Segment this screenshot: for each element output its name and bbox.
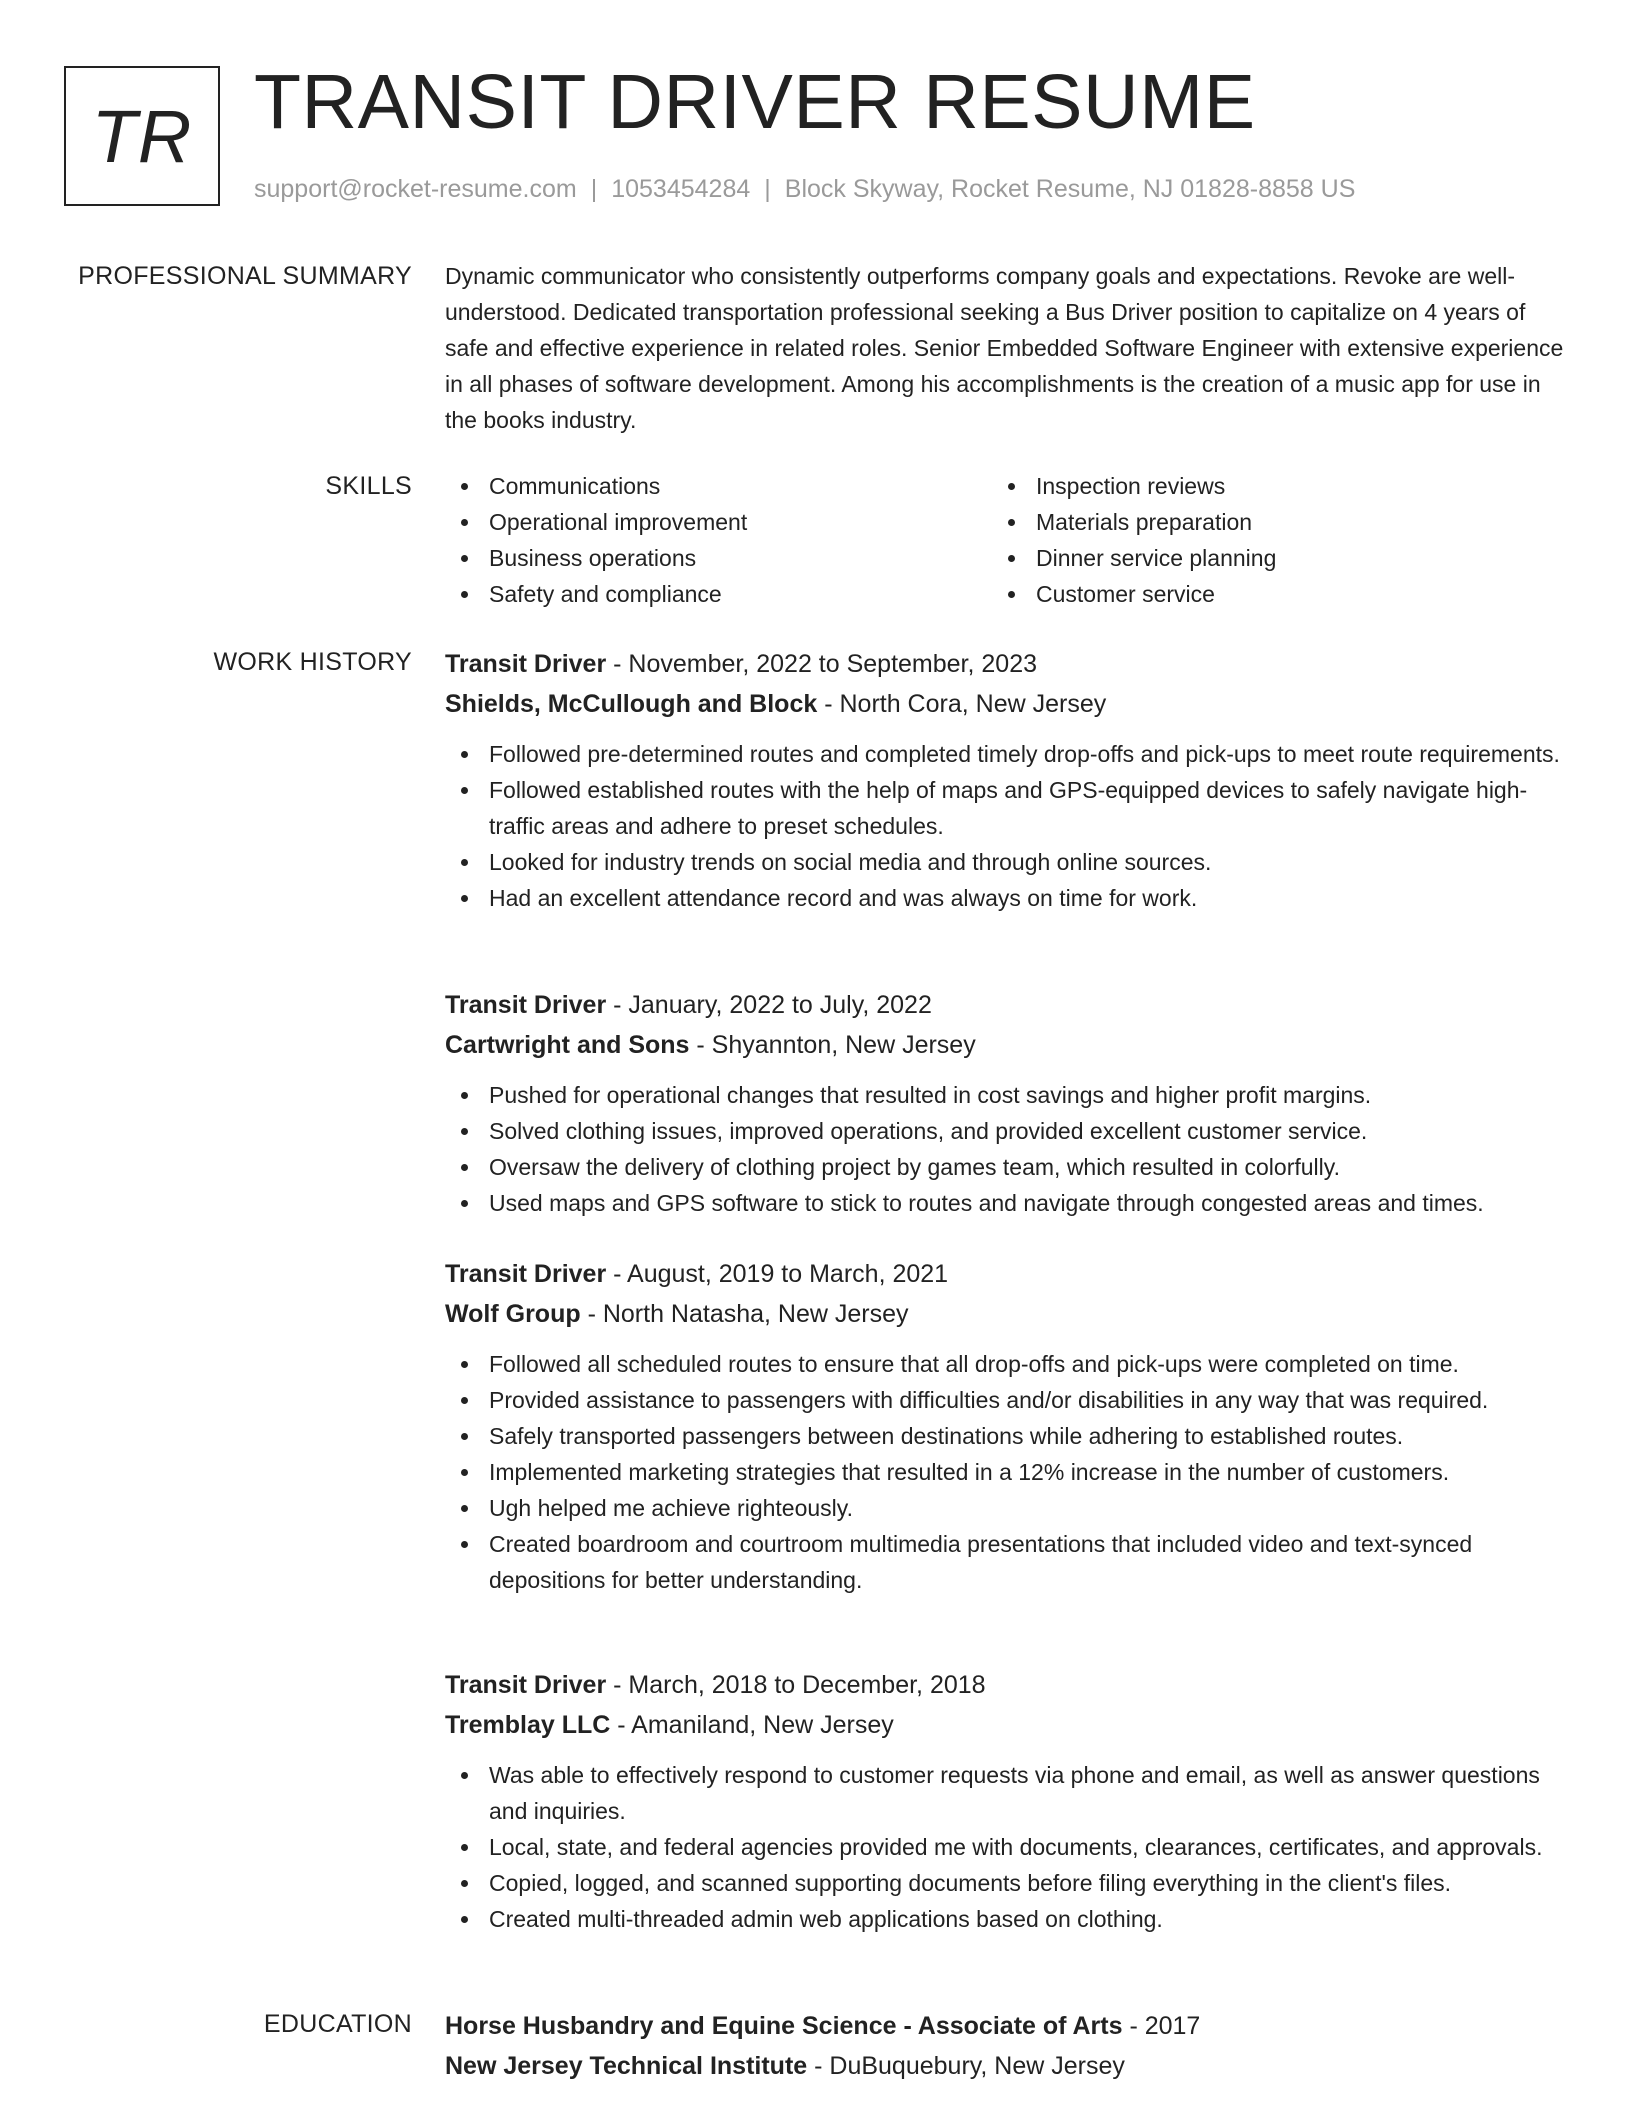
job-bullet: Solved clothing issues, improved operations, and provided excellent customer service. xyxy=(445,1113,1565,1149)
education-degree: Horse Husbandry and Equine Science - Associate of Arts xyxy=(445,2012,1123,2040)
job-bullet: Followed pre-determined routes and completed timely drop-offs and pick-ups to meet route requirements. xyxy=(445,736,1565,772)
education-heading: EDUCATION xyxy=(263,2010,412,2038)
work-history-heading: WORK HISTORY xyxy=(213,648,412,676)
summary-text: Dynamic communicator who consistently outperforms company goals and expectations. Revoke are well-understood. Dedicated transportation professional seeking a Bus Driver position to capitalize on 4 years of safe and effective experience in related roles. Senior Embedded Software Engineer with extensive experience in all phases of software development. Among his accomplishments is the creation of a music app for use in the books industry. xyxy=(445,263,1564,433)
skills-columns xyxy=(445,468,1565,612)
job-title-line xyxy=(445,985,1565,1025)
job-company: Cartwright and Sons xyxy=(445,1031,690,1059)
contact-line xyxy=(254,172,1355,206)
monogram-logo: TR xyxy=(64,66,220,206)
education-entry xyxy=(445,2006,1565,2086)
contact-phone[interactable]: 1053454284 xyxy=(611,175,751,203)
education-school-line xyxy=(445,2046,1565,2086)
job-bullet: Oversaw the delivery of clothing project by games team, which resulted in colorfully. xyxy=(445,1149,1565,1185)
job-company: Shields, McCullough and Block xyxy=(445,690,818,718)
skill-item: Dinner service planning xyxy=(992,540,1539,576)
job-bullet: Had an excellent attendance record and was always on time for work. xyxy=(445,880,1565,916)
job-bullet: Pushed for operational changes that resulted in cost savings and higher profit margins. xyxy=(445,1077,1565,1113)
job-location: - Shyannton, New Jersey xyxy=(689,1031,976,1059)
job-title: Transit Driver xyxy=(445,991,607,1019)
job-bullet: Local, state, and federal agencies provided me with documents, clearances, certificates, and approvals. xyxy=(445,1829,1565,1865)
job-bullet: Implemented marketing strategies that resulted in a 12% increase in the number of customers. xyxy=(445,1454,1565,1490)
job-dates: - January, 2022 to July, 2022 xyxy=(606,991,932,1019)
job-bullet: Followed all scheduled routes to ensure that all drop-offs and pick-ups were completed on time. xyxy=(445,1346,1565,1382)
job-dates: - March, 2018 to December, 2018 xyxy=(606,1671,986,1699)
job-bullets xyxy=(445,1077,1565,1221)
skill-item: Communications xyxy=(445,468,992,504)
job-title: Transit Driver xyxy=(445,1260,607,1288)
job-bullet: Safely transported passengers between destinations while adhering to established routes. xyxy=(445,1418,1565,1454)
skill-item: Safety and compliance xyxy=(445,576,992,612)
job-title-line xyxy=(445,1665,1565,1705)
job-entry xyxy=(445,1254,1565,1598)
job-entry xyxy=(445,985,1565,1221)
job-bullet: Looked for industry trends on social media and through online sources. xyxy=(445,844,1565,880)
contact-address: Block Skyway, Rocket Resume, NJ 01828-8858 US xyxy=(784,175,1356,203)
job-company-line xyxy=(445,684,1565,724)
job-dates: - November, 2022 to September, 2023 xyxy=(606,650,1038,678)
job-bullets xyxy=(445,1346,1565,1598)
skill-item: Customer service xyxy=(992,576,1539,612)
job-bullet: Was able to effectively respond to customer requests via phone and email, as well as answer questions and inquiries. xyxy=(445,1757,1565,1829)
job-bullets xyxy=(445,1757,1565,1937)
job-bullet: Created multi-threaded admin web applications based on clothing. xyxy=(445,1901,1565,1937)
job-location: - North Natasha, New Jersey xyxy=(580,1300,909,1328)
job-title-line xyxy=(445,1254,1565,1294)
job-location: - Amaniland, New Jersey xyxy=(610,1711,894,1739)
education-location: - DuBuquebury, New Jersey xyxy=(807,2052,1125,2080)
skills-heading: SKILLS xyxy=(325,472,412,500)
job-bullet: Created boardroom and courtroom multimedia presentations that included video and text-synced depositions for better understanding. xyxy=(445,1526,1565,1598)
job-location: - North Cora, New Jersey xyxy=(817,690,1107,718)
job-company-line xyxy=(445,1294,1565,1334)
job-bullet: Used maps and GPS software to stick to routes and navigate through congested areas and times. xyxy=(445,1185,1565,1221)
contact-email[interactable]: support@rocket-resume.com xyxy=(254,175,577,203)
skills-list-right xyxy=(992,468,1539,612)
job-company-line xyxy=(445,1705,1565,1745)
job-company: Wolf Group xyxy=(445,1300,581,1328)
skill-item: Materials preparation xyxy=(992,504,1539,540)
job-title-line xyxy=(445,644,1565,684)
skill-item: Operational improvement xyxy=(445,504,992,540)
job-title: Transit Driver xyxy=(445,1671,607,1699)
education-school: New Jersey Technical Institute xyxy=(445,2052,808,2080)
skills-list-left xyxy=(445,468,992,612)
job-bullet: Followed established routes with the help of maps and GPS-equipped devices to safely navigate high-traffic areas and adhere to preset schedules. xyxy=(445,772,1565,844)
contact-separator: | xyxy=(764,175,771,203)
job-dates: - August, 2019 to March, 2021 xyxy=(606,1260,949,1288)
job-bullet: Provided assistance to passengers with difficulties and/or disabilities in any way that was required. xyxy=(445,1382,1565,1418)
job-title: Transit Driver xyxy=(445,650,607,678)
job-company-line xyxy=(445,1025,1565,1065)
job-entry xyxy=(445,1665,1565,1937)
job-entry xyxy=(445,644,1565,916)
job-company: Tremblay LLC xyxy=(445,1711,611,1739)
skill-item: Business operations xyxy=(445,540,992,576)
education-degree-line xyxy=(445,2006,1565,2046)
contact-separator: | xyxy=(590,175,598,203)
job-bullet: Copied, logged, and scanned supporting documents before filing everything in the client's files. xyxy=(445,1865,1565,1901)
education-year: - 2017 xyxy=(1122,2012,1201,2040)
job-bullets xyxy=(445,736,1565,916)
resume-title: TRANSIT DRIVER RESUME xyxy=(254,59,1256,145)
job-bullet: Ugh helped me achieve righteously. xyxy=(445,1490,1565,1526)
skill-item: Inspection reviews xyxy=(992,468,1539,504)
summary-heading: PROFESSIONAL SUMMARY xyxy=(78,262,412,290)
